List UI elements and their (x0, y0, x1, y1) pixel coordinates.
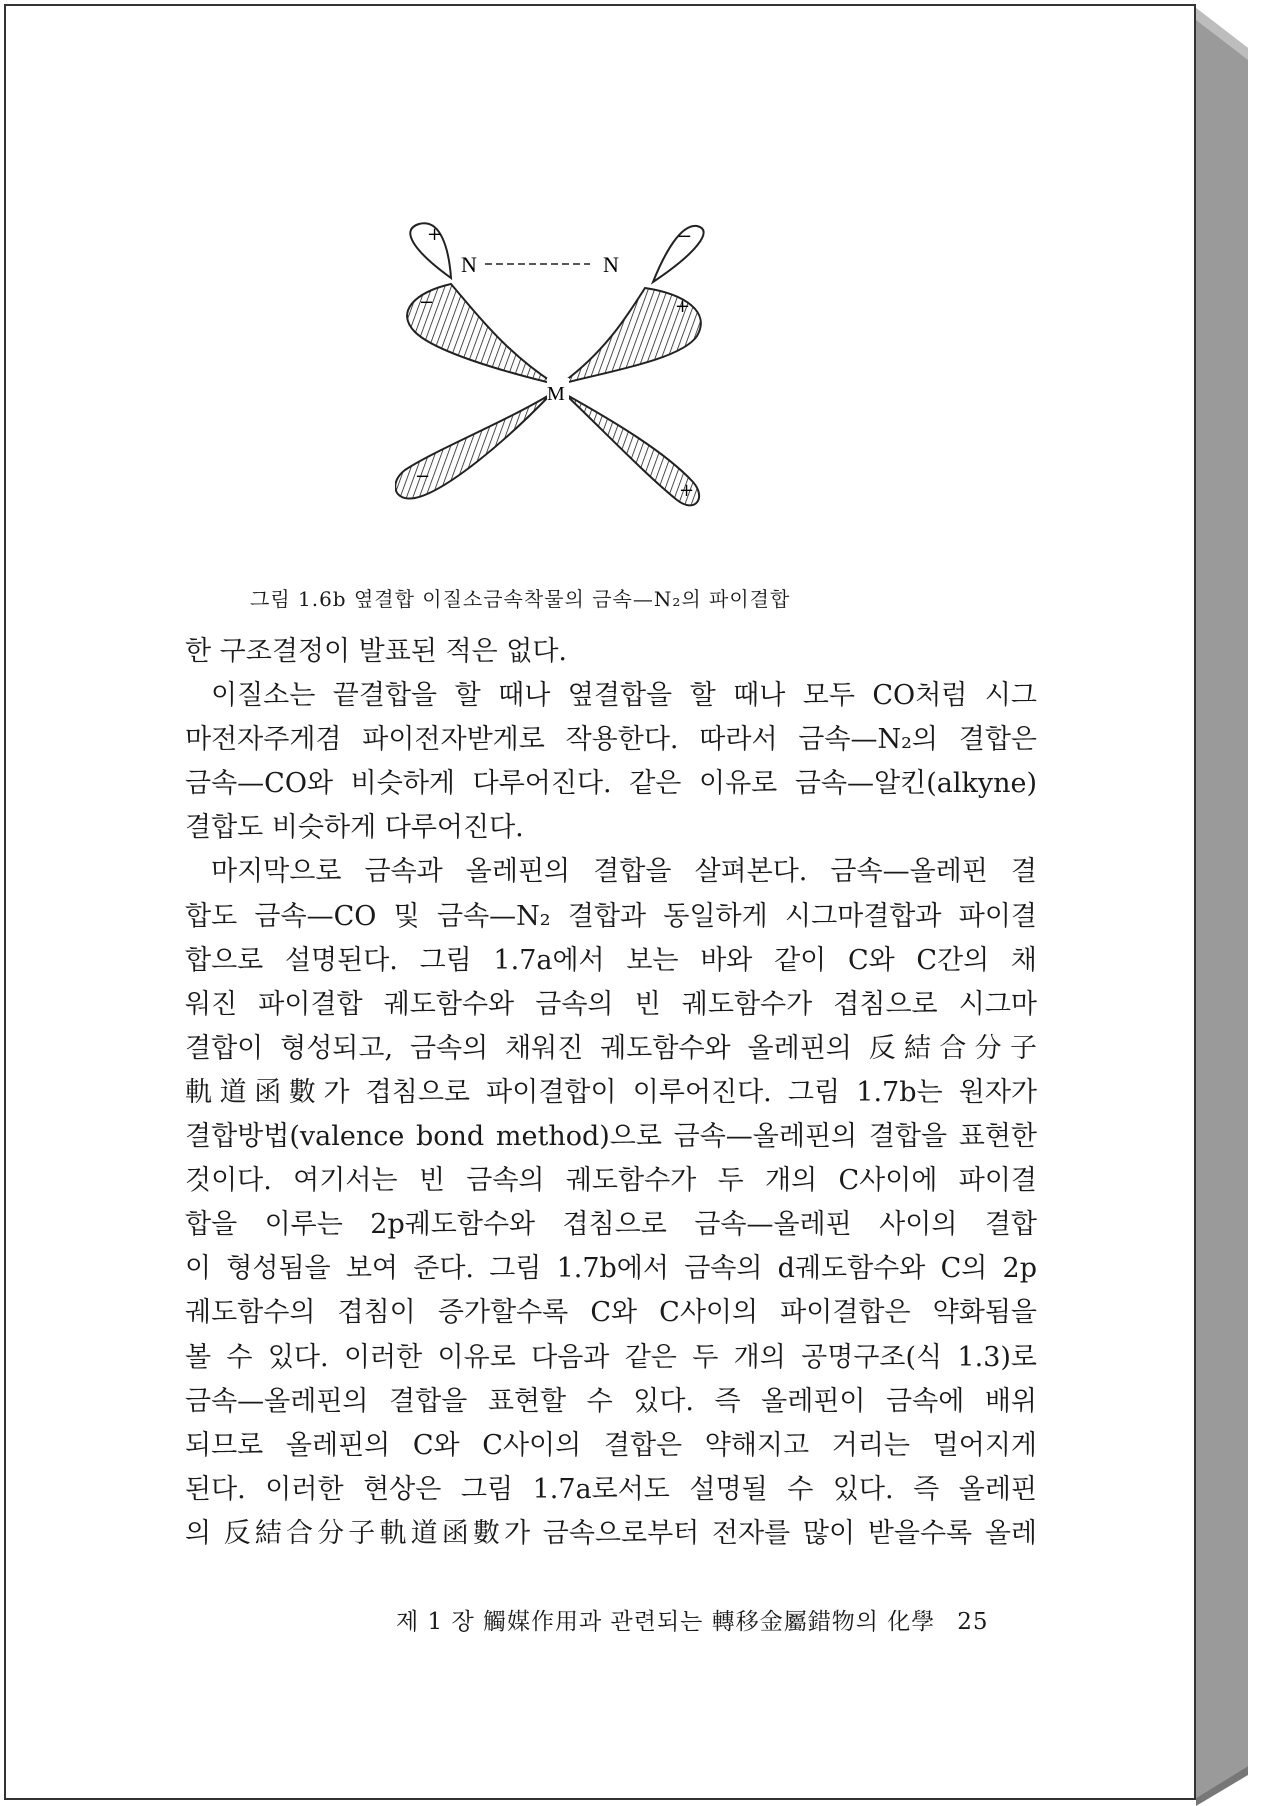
text-line: 결합이 형성되고, 금속의 채워진 궤도함수와 올레핀의 反結合分子 (185, 1032, 1037, 1064)
text-line: 결합도 비슷하게 다루어진다. (185, 812, 524, 844)
text-line: 결합방법(valence bond method)으로 금속—올레핀의 결합을 표현한 (185, 1121, 1037, 1153)
minus-sign-lower-left: − (419, 292, 435, 313)
page-footer (396, 1603, 989, 1636)
plus-sign-metal-right: + (679, 480, 695, 501)
plus-sign-lower-right: + (675, 296, 691, 317)
text-line: 마전자주게겸 파이전자받게로 작용한다. 따라서 금속—N₂의 결합은 (185, 724, 1037, 756)
minus-sign-upper-right: − (677, 226, 693, 247)
chapter-title: 제 1 장 觸媒作用과 관련되는 轉移金屬錯物의 化學 (396, 1609, 936, 1635)
page-number: 25 (957, 1609, 989, 1635)
n-left-label: N (461, 252, 477, 277)
minus-sign-metal-left: − (415, 466, 431, 487)
text-line: 합도 금속—CO 및 금속—N₂ 결합과 동일하게 시그마결합과 파이결 (185, 900, 1037, 932)
text-line: 금속—올레핀의 결합을 표현할 수 있다. 즉 올레핀이 금속에 배위 (185, 1385, 1037, 1417)
text-line: 이 형성됨을 보여 준다. 그림 1.7b에서 금속의 d궤도함수와 C의 2p (185, 1253, 1037, 1285)
body-text (185, 630, 1037, 1556)
figure-caption: 그림 1.6b 옆결합 이질소금속착물의 금속—N₂의 파이결합 (250, 587, 791, 611)
n2-metal-orbital-diagram (395, 212, 715, 552)
text-line: 되므로 올레핀의 C와 C사이의 결합은 약해지고 거리는 멀어지게 (185, 1429, 1037, 1461)
text-line: 볼 수 있다. 이러한 이유로 다음과 같은 두 개의 공명구조(식 1.3)로 (185, 1341, 1037, 1373)
metal-label: M (547, 383, 565, 405)
text-line: 것이다. 여기서는 빈 금속의 궤도함수가 두 개의 C사이에 파이결 (185, 1165, 1037, 1197)
text-line: 마지막으로 금속과 올레핀의 결합을 살펴본다. 금속—올레핀 결 (211, 856, 1037, 888)
text-line: 워진 파이결합 궤도함수와 금속의 빈 궤도함수가 겹침으로 시그마 (185, 988, 1037, 1020)
text-line: 궤도함수의 겹침이 증가할수록 C와 C사이의 파이결합은 약화됨을 (185, 1297, 1037, 1329)
plus-sign-upper-left: + (427, 224, 443, 245)
text-line: 금속—CO와 비슷하게 다루어진다. 같은 이유로 금속—알킨(alkyne) (185, 768, 1037, 800)
text-line: 의 反結合分子軌道函數가 금속으로부터 전자를 많이 받을수록 올레 (185, 1517, 1037, 1549)
text-line: 軌道函數가 겹침으로 파이결합이 이루어진다. 그림 1.7b는 원자가 (185, 1076, 1037, 1108)
text-line: 한 구조결정이 발표된 적은 없다. (185, 636, 567, 667)
text-line: 된다. 이러한 현상은 그림 1.7a로서도 설명될 수 있다. 즉 올레핀 (185, 1473, 1037, 1505)
text-line: 합을 이루는 2p궤도함수와 겹침으로 금속—올레핀 사이의 결합 (185, 1209, 1037, 1241)
n-right-label: N (603, 252, 619, 277)
text-line: 합으로 설명된다. 그림 1.7a에서 보는 바와 같이 C와 C간의 채 (185, 944, 1037, 976)
text-line: 이질소는 끝결합을 할 때나 옆결합을 할 때나 모두 CO처럼 시그 (211, 680, 1037, 712)
